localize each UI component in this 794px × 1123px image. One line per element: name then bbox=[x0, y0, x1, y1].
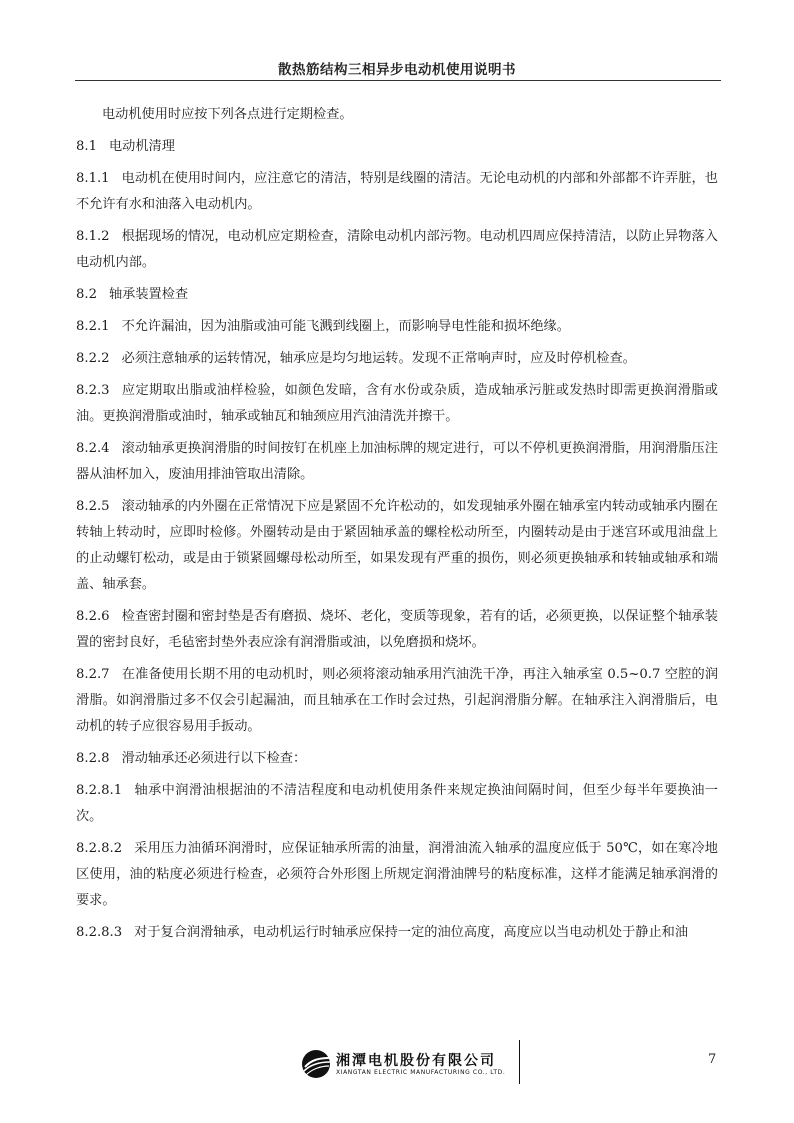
section-paragraph bbox=[76, 836, 718, 914]
section-number: 8.2.8.1 bbox=[76, 783, 123, 798]
company-logo-mark-icon bbox=[300, 1048, 332, 1080]
document-body bbox=[76, 102, 718, 952]
section-paragraph bbox=[76, 134, 718, 160]
section-number: 8.2.8.2 bbox=[76, 841, 123, 856]
section-paragraph bbox=[76, 378, 718, 430]
intro-paragraph: 电动机使用时应按下列各点进行定期检查。 bbox=[102, 107, 353, 122]
section-number: 8.2.8 bbox=[76, 751, 110, 766]
section-paragraph bbox=[76, 436, 718, 488]
section-text: 滚动轴承的内外圈在正常情况下应是紧固不允许松动的，如发现轴承外圈在轴承室内转动或轴承内圈在转轴上转动时，应即时检修。外圈转动是由于紧固轴承盖的螺栓松动所至，内圈转动是由于迷宫环或甩油盘上的止动螺钉松动，或是由于锁紧圆螺母松动所至，如果发现有严重的损伤，则必须更换轴承和转轴或轴承和端盖、轴承套。 bbox=[76, 499, 718, 592]
section-number: 8.2 bbox=[76, 287, 97, 302]
section-text: 轴承中润滑油根据油的不清洁程度和电动机使用条件来规定换油间隔时间，但至少每半年要换油一次。 bbox=[76, 783, 718, 824]
section-text: 轴承装置检查 bbox=[108, 287, 189, 302]
section-number: 8.2.4 bbox=[76, 441, 110, 456]
section-paragraph bbox=[76, 224, 718, 276]
section-text: 不允许漏油，因为油脂或油可能飞溅到线圈上，而影响导电性能和损坏绝缘。 bbox=[121, 319, 570, 334]
section-number: 8.1.1 bbox=[76, 171, 110, 186]
section-paragraph bbox=[76, 604, 718, 656]
section-number: 8.2.7 bbox=[76, 667, 110, 682]
company-name-cn: 湘潭电机股份有限公司 bbox=[336, 1053, 496, 1069]
company-logo bbox=[300, 1048, 524, 1084]
page-number: 7 bbox=[708, 1052, 717, 1067]
section-number: 8.2.8.3 bbox=[76, 925, 123, 940]
company-name-en: XIANGTAN ELECTRIC MANUFACTURING CO., LTD. bbox=[336, 1069, 506, 1076]
section-paragraph bbox=[76, 282, 718, 308]
section-text: 滑动轴承还必须进行以下检查： bbox=[121, 751, 307, 766]
section-paragraph bbox=[76, 778, 718, 830]
section-paragraph bbox=[76, 314, 718, 340]
section-number: 8.2.5 bbox=[76, 499, 110, 514]
header-divider bbox=[75, 80, 721, 81]
section-text: 采用压力油循环润滑时，应保证轴承所需的油量，润滑油流入轴承的温度应低于 50℃，如在寒冷地区使用，油的粘度必须进行检查，必须符合外形图上所规定润滑油牌号的粘度标准，这样才能满足轴承润滑的要求。 bbox=[76, 841, 718, 908]
section-text: 检查密封圈和密封垫是否有磨损、烧坏、老化，变质等现象，若有的话，必须更换，以保证整个轴承装置的密封良好，毛毡密封垫外表应涂有润滑脂或油，以免磨损和烧坏。 bbox=[76, 609, 718, 650]
section-text: 电动机清理 bbox=[108, 139, 175, 154]
section-paragraph bbox=[76, 166, 718, 218]
logo-divider bbox=[519, 1040, 520, 1084]
section-text: 对于复合润滑轴承，电动机运行时轴承应保持一定的油位高度，高度应以当电动机处于静止和油 bbox=[134, 925, 689, 940]
section-text: 根据现场的情况，电动机应定期检查，清除电动机内部污物。电动机四周应保持清洁，以防止异物落入电动机内部。 bbox=[76, 229, 718, 270]
section-number: 8.2.3 bbox=[76, 383, 110, 398]
document-title: 散热筋结构三相异步电动机使用说明书 bbox=[278, 62, 516, 78]
section-number: 8.1.2 bbox=[76, 229, 110, 244]
section-text: 必须注意轴承的运转情况，轴承应是均匀地运转。发现不正常响声时，应及时停机检查。 bbox=[121, 351, 636, 366]
section-text: 应定期取出脂或油样检验，如颜色发暗，含有水份或杂质，造成轴承污脏或发热时即需更换润滑脂或油。更换润滑脂或油时，轴承或轴瓦和轴颈应用汽油清洗并擦干。 bbox=[76, 383, 718, 424]
section-number: 8.1 bbox=[76, 139, 97, 154]
paragraph-list bbox=[76, 134, 718, 946]
section-paragraph bbox=[76, 346, 718, 372]
section-number: 8.2.2 bbox=[76, 351, 110, 366]
section-text: 在准备使用长期不用的电动机时，则必须将滚动轴承用汽油洗干净，再注入轴承室 0.5~0.7 空腔的润滑脂。如润滑脂过多不仅会引起漏油，而且轴承在工作时会过热，引起润滑脂分解。在轴承注入润滑脂后，电动机的转子应很容易用手扳动。 bbox=[76, 667, 718, 734]
section-text: 滚动轴承更换润滑脂的时间按钉在机座上加油标牌的规定进行，可以不停机更换润滑脂，用润滑脂压注器从油杯加入，废油用排油管取出清除。 bbox=[76, 441, 718, 482]
section-paragraph bbox=[76, 920, 718, 946]
section-paragraph bbox=[76, 662, 718, 740]
section-number: 8.2.1 bbox=[76, 319, 110, 334]
section-paragraph bbox=[76, 494, 718, 598]
section-text: 电动机在使用时间内，应注意它的清洁，特别是线圈的清洁。无论电动机的内部和外部都不许弄脏，也不允许有水和油落入电动机内。 bbox=[76, 171, 718, 212]
section-number: 8.2.6 bbox=[76, 609, 110, 624]
section-paragraph bbox=[76, 746, 718, 772]
